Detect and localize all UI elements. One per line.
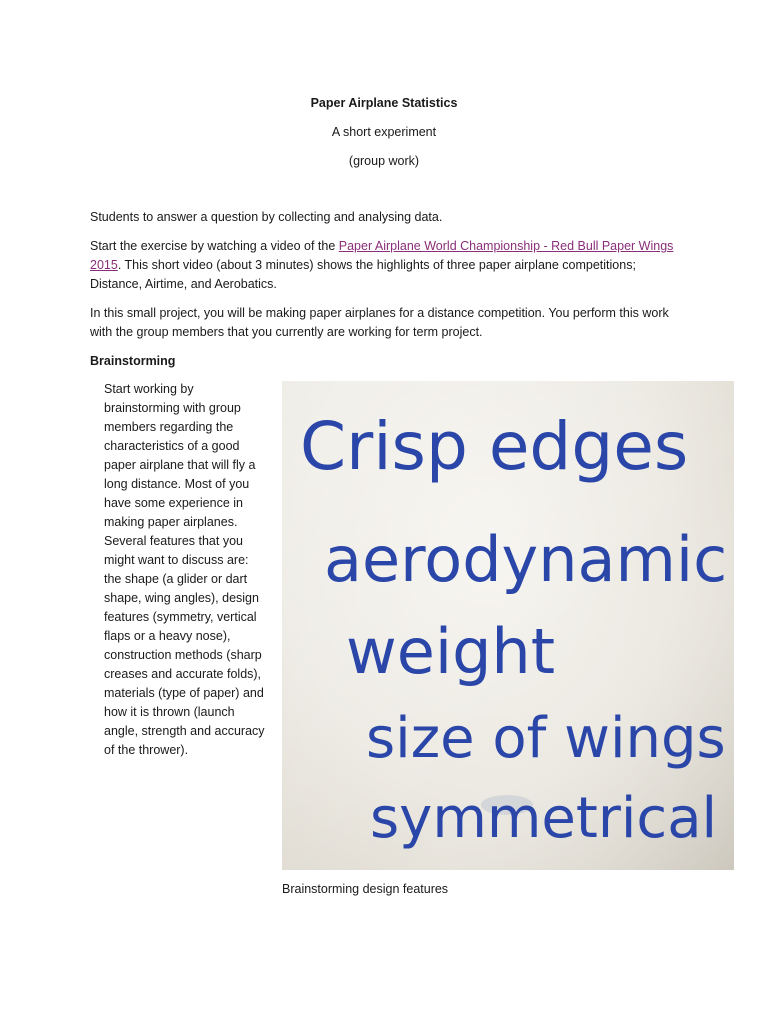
intro-paragraph: Students to answer a question by collecting and analysing data.: [90, 210, 443, 224]
brainstorming-text: Start working by brainstorming with group members regarding the characteristics of a good paper airplane that will fly a long distance. Most of you have some experience in making paper airplanes. Several features that you might want to discuss are: the shape (a glider or dart shape, wing angles), design features (symmetry, vertical flaps or a heavy nose), construction methods (sharp creases and accurate folds), materials (type of paper) and how it is thrown (launch angle, strength and accuracy of the thrower).: [104, 382, 265, 757]
whiteboard-word: symmetrical: [370, 786, 718, 851]
exercise-text-after-link: . This short video (about 3 minutes) shows the highlights of three paper airplane competitions; Distance, Airtime, and Aerobatics.: [90, 258, 636, 291]
video-link[interactable]: Paper Airplane World Championship - Red Bull Paper Wings 2015: [90, 239, 674, 272]
whiteboard-word: Crisp edges: [300, 408, 689, 485]
exercise-text-before-link: Start the exercise by watching a video of the: [90, 239, 339, 253]
group-work-note: (group work): [348, 154, 420, 168]
whiteboard-word: size of wings: [366, 706, 726, 771]
whiteboard-word: aerodynamic: [324, 523, 728, 596]
photo-caption: Brainstorming design features: [282, 882, 449, 896]
whiteboard-word: weight: [346, 615, 556, 688]
exercise-paragraph: [90, 237, 690, 294]
brainstorming-heading: Brainstorming: [90, 354, 176, 368]
whiteboard-photo: [282, 381, 734, 870]
project-paragraph: In this small project, you will be making paper airplanes for a distance competition. You perform this work with the group members that you currently are working for term project.: [90, 306, 669, 339]
whiteboard-photo-svg: [282, 381, 734, 870]
document-subtitle: A short experiment: [331, 125, 437, 139]
document-title: Paper Airplane Statistics: [310, 96, 458, 110]
